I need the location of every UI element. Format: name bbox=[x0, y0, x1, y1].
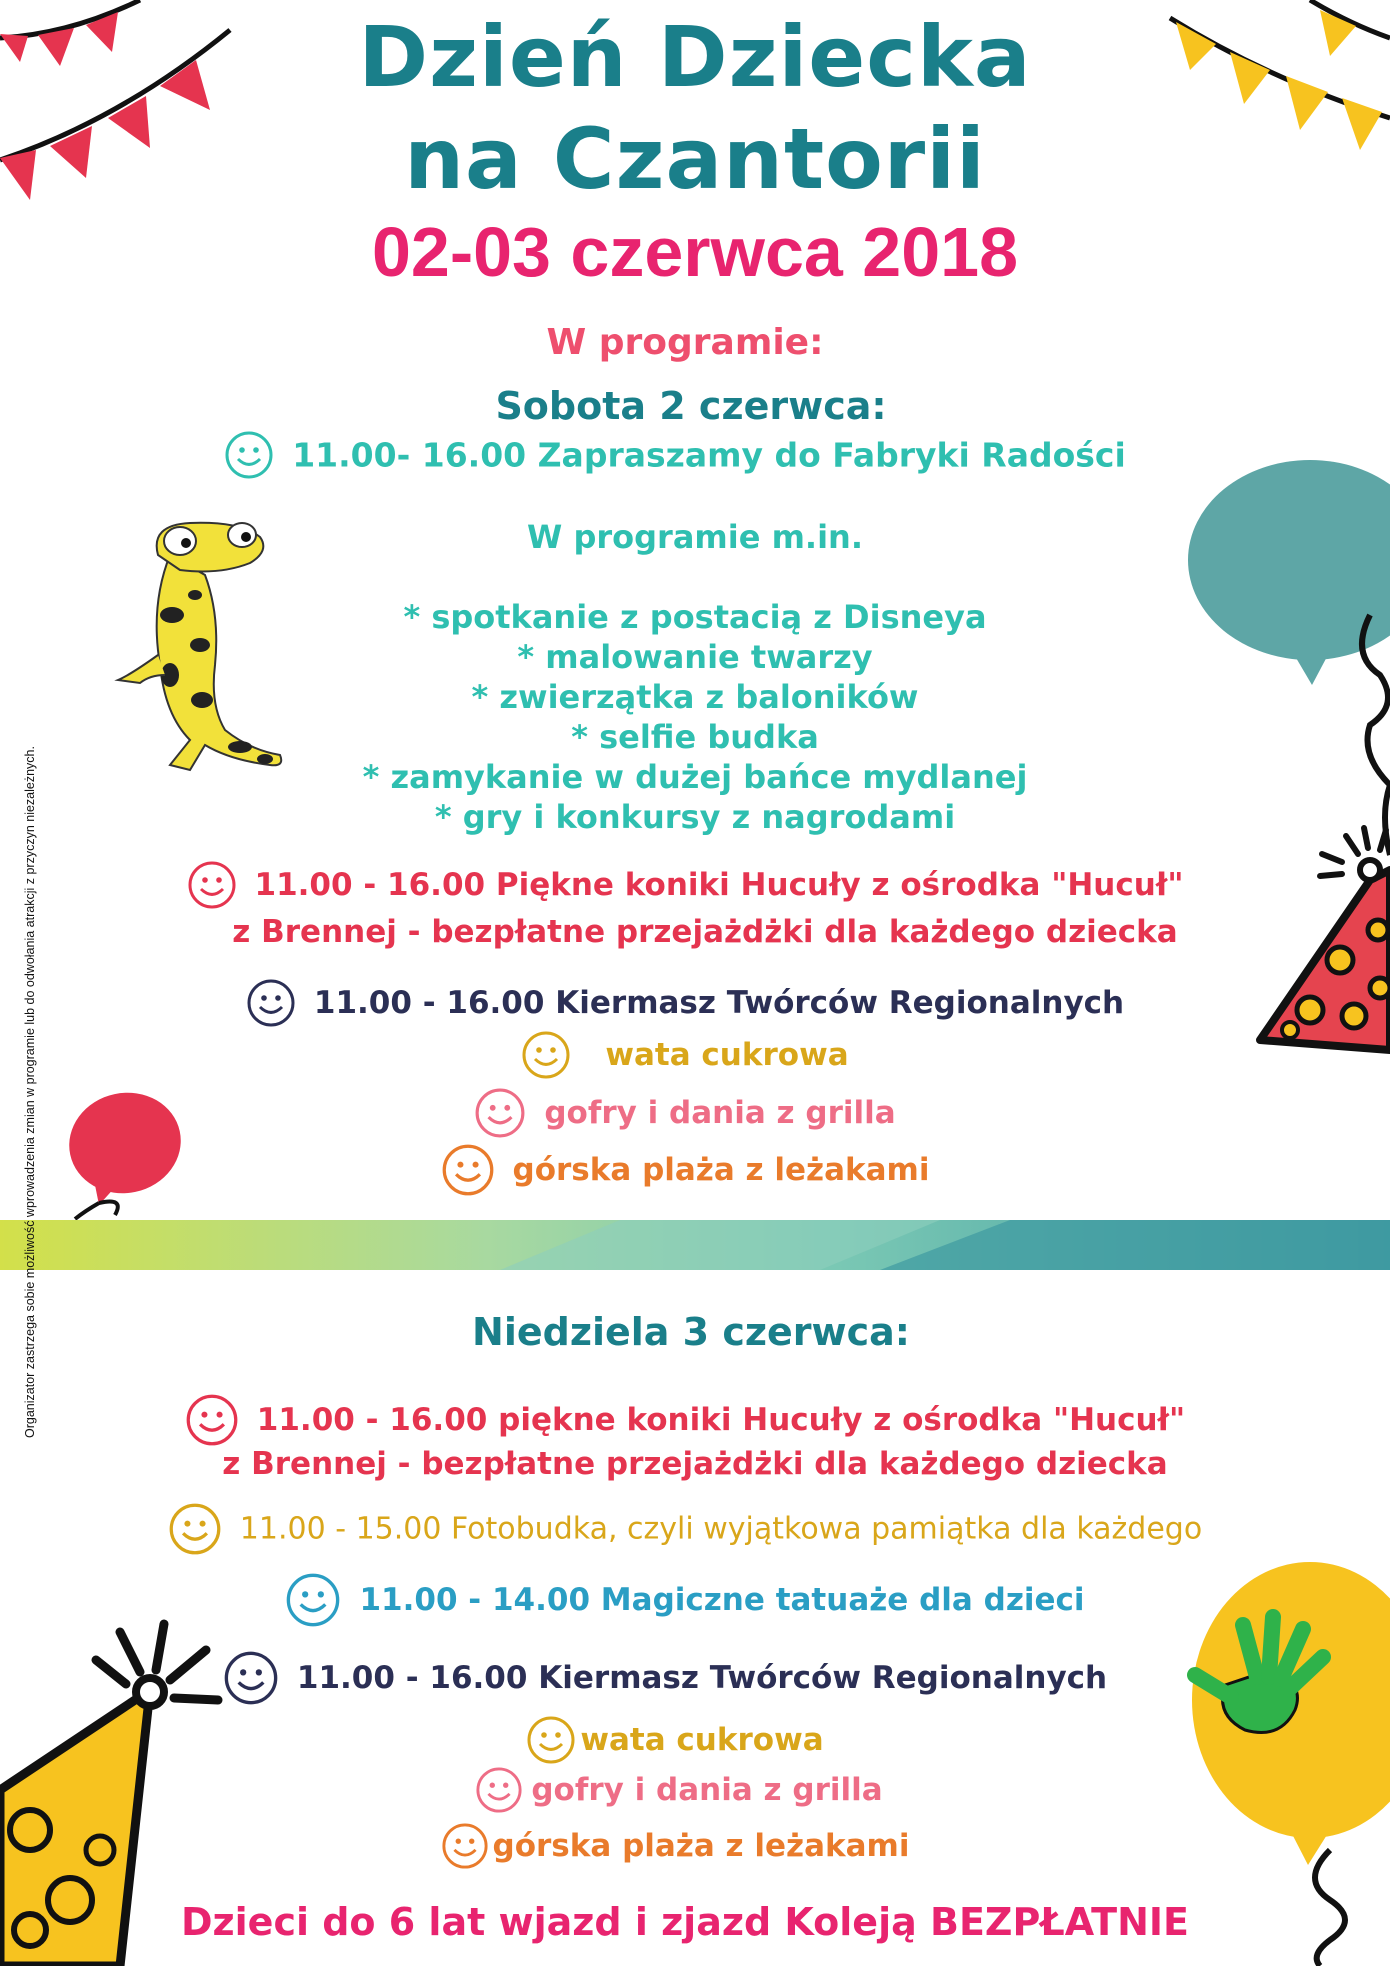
sunday-item-fair bbox=[0, 1650, 1360, 1706]
list-item: * spotkanie z postacią z Disneya bbox=[403, 598, 987, 636]
smiley-icon bbox=[246, 978, 296, 1028]
free-ride-notice: Dzieci do 6 lat wjazd i zjazd Koleją BEZPŁATNIE bbox=[180, 1900, 1189, 1944]
item-text: 11.00 - 15.00 Fotobudka, czyli wyjątkowa pamiątka dla każdego bbox=[239, 1511, 1203, 1547]
sunday-item-waffles bbox=[0, 1766, 1374, 1814]
smiley-icon bbox=[168, 1502, 222, 1556]
sunday-item-photobooth bbox=[0, 1502, 1380, 1556]
smiley-icon bbox=[474, 1087, 526, 1139]
divider-stripe bbox=[0, 1220, 1390, 1270]
smiley-icon bbox=[187, 860, 237, 910]
smiley-icon bbox=[526, 1715, 576, 1765]
program-label: W programie: bbox=[546, 322, 824, 363]
saturday-item-horses bbox=[0, 860, 1380, 910]
list-item: * selfie budka bbox=[571, 718, 819, 756]
disclaimer-text: Organizator zastrzega sobie możliwość wprowadzenia zmian w programie lub do odwołania atrakcji z przyczyn niezależnych. bbox=[23, 746, 37, 1438]
event-date: 02-03 czerwca 2018 bbox=[371, 213, 1019, 291]
item-text: górska plaża z leżakami bbox=[512, 1152, 930, 1188]
saturday-item-waffles bbox=[0, 1087, 1380, 1139]
smiley-icon bbox=[441, 1822, 489, 1870]
title-line-2: na Czantorii bbox=[404, 110, 986, 208]
smiley-icon bbox=[224, 430, 274, 480]
saturday-item-cotton-candy bbox=[0, 1030, 1380, 1080]
item-text: 11.00 - 16.00 piękne koniki Hucuły z ośrodka "Hucuł" bbox=[256, 1402, 1186, 1438]
title-line-1: Dzień Dziecka bbox=[358, 8, 1032, 106]
list-item: * zamykanie w dużej bańce mydlanej bbox=[362, 758, 1028, 796]
item-text: gofry i dania z grilla bbox=[531, 1772, 883, 1808]
smiley-icon bbox=[475, 1766, 523, 1814]
sunday-item-tattoos bbox=[0, 1572, 1380, 1628]
saturday-item-fair bbox=[0, 978, 1380, 1028]
item-text: 11.00 - 16.00 Piękne koniki Hucuły z ośrodka "Hucuł" bbox=[254, 867, 1184, 903]
sunday-horses-line-2: z Brennej - bezpłatne przejażdżki dla każdego dziecka bbox=[222, 1446, 1168, 1482]
smiley-icon bbox=[223, 1650, 279, 1706]
item-text: 11.00- 16.00 Zapraszamy do Fabryki Radości bbox=[292, 435, 1126, 475]
item-text: górska plaża z leżakami bbox=[492, 1828, 910, 1864]
item-text: wata cukrowa bbox=[605, 1037, 849, 1073]
item-text: gofry i dania z grilla bbox=[544, 1095, 896, 1131]
smiley-icon bbox=[441, 1143, 495, 1197]
saturday-heading: Sobota 2 czerwca: bbox=[495, 384, 887, 428]
sunday-item-horses bbox=[0, 1393, 1380, 1447]
item-text: 11.00 - 16.00 Kiermasz Twórców Regionalnych bbox=[296, 1660, 1108, 1696]
item-text: wata cukrowa bbox=[580, 1722, 824, 1758]
sunday-heading: Niedziela 3 czerwca: bbox=[472, 1310, 910, 1354]
saturday-sub-heading: W programie m.in. bbox=[527, 518, 863, 556]
sunday-item-cotton-candy bbox=[0, 1715, 1370, 1765]
saturday-item-fun-factory bbox=[0, 430, 1370, 480]
item-text: 11.00 - 14.00 Magiczne tatuaże dla dzieci bbox=[359, 1582, 1085, 1618]
saturday-item-beach bbox=[0, 1143, 1380, 1197]
sunday-item-beach bbox=[0, 1822, 1370, 1870]
list-item: * zwierzątka z baloników bbox=[471, 678, 919, 716]
item-text: 11.00 - 16.00 Kiermasz Twórców Regionalnych bbox=[313, 985, 1125, 1021]
smiley-icon bbox=[521, 1030, 571, 1080]
smiley-icon bbox=[285, 1572, 341, 1628]
saturday-horses-line-2: z Brennej - bezpłatne przejażdżki dla każdego dziecka bbox=[232, 914, 1178, 950]
smiley-icon bbox=[185, 1393, 239, 1447]
list-item: * malowanie twarzy bbox=[517, 638, 873, 676]
list-item: * gry i konkursy z nagrodami bbox=[434, 798, 956, 836]
